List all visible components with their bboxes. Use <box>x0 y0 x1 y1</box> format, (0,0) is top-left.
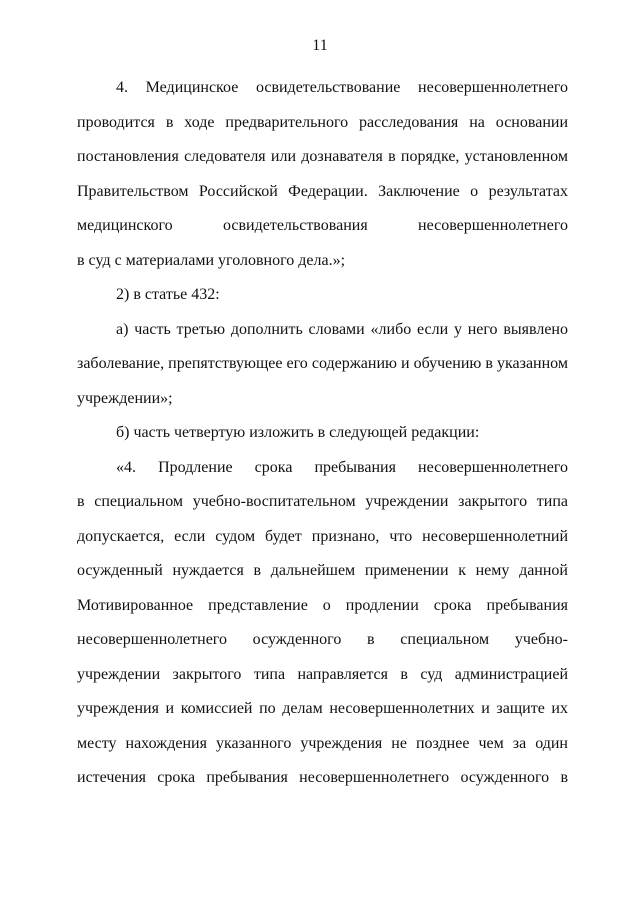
text-line: «4. Продление срока пребывания несовершеннолетнего <box>116 458 568 476</box>
page-number: 11 <box>312 37 328 54</box>
text-line: истечения срока пребывания несовершеннолетнего осужденного в <box>77 769 568 786</box>
text-line: а) часть третью дополнить словами «либо если у него выявлено <box>116 320 568 338</box>
paragraph <box>77 71 568 278</box>
document-body <box>77 71 568 796</box>
text-line: медицинского освидетельствования несовершеннолетнего <box>77 217 568 234</box>
text-line: заболевание, препятствующее его содержанию и обучению в указанном <box>77 355 568 372</box>
text-line: Правительством Российской Федерации. Заключение о результатах <box>77 182 568 200</box>
text-line: в суд с материалами уголовного дела.»; <box>77 251 346 269</box>
text-line: постановления следователя или дознавателя в порядке, установленном <box>77 148 568 165</box>
text-line: Мотивированное представление о продлении срока пребывания <box>77 596 568 614</box>
text-line: допускается, если судом будет признано, что несовершеннолетний <box>77 527 568 545</box>
text-line: 4. Медицинское освидетельствование несовершеннолетнего <box>116 79 568 96</box>
text-line: осужденный нуждается в дальнейшем применении к нему данной <box>77 562 568 579</box>
text-line: учреждении закрытого типа направляется в суд администрацией <box>77 665 568 683</box>
text-line: учреждения и комиссией по делам несовершеннолетних и защите их <box>77 700 568 717</box>
text-line: несовершеннолетнего осужденного в специальном учебно- <box>77 631 568 648</box>
text-line: в специальном учебно-воспитательном учреждении закрытого типа <box>77 493 568 510</box>
text-line: 2) в статье 432: <box>116 286 220 303</box>
paragraph <box>77 416 568 451</box>
paragraph <box>77 313 568 417</box>
text-line: проводится в ходе предварительного расследования на основании <box>77 113 568 131</box>
text-line: месту нахождения указанного учреждения не позднее чем за один <box>77 734 568 752</box>
paragraph <box>77 451 568 796</box>
text-line: б) часть четвертую изложить в следующей редакции: <box>116 424 480 441</box>
paragraph <box>77 278 568 313</box>
text-line: учреждении»; <box>77 389 173 407</box>
